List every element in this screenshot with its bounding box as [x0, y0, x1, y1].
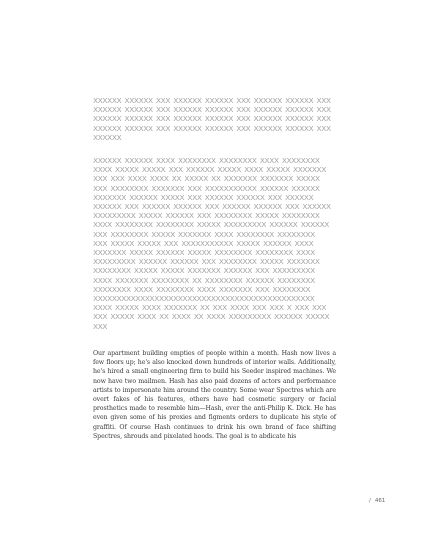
page-number: 461 — [374, 498, 386, 504]
page-folio — [369, 498, 385, 504]
placeholder-paragraph: XXXXXX XXXXXX XXX XXXXXX XXXXXX XXX XXXXXX XXXXXX XXX XXXXXX XXXXXX XXX XXXXXX XXXXXX XXX XXXXXX XXXXXX XXX XXXXXX XXXXXX XXX XXXXXX XXXXXX XXX XXXXXX XXXXXX XXX XXXXXX XXXXXX XXX XXXXXX XXXXXX XXX XXXXXX XXXXXX XXX XXXXXX — [93, 96, 331, 142]
placeholder-paragraph: XXXXXX XXXXXX XXXX XXXXXXXX XXXXXXXX XXXX XXXXXXXX XXXX XXXXX XXXXX XXX XXXXXX XXXXX XXXX XXXXX XXXXXXX XXX XXX XXXX XXXX XX XXXXX XX XXXXXXX XXXXXXX XXXXX XXX XXXXXXXX XXXXXXX XXX XXXXXXXXXXX XXXXXX XXXXXX XXXXXXX XXXXXX XXXXX XXX XXXXXX XXXXXX XXX XXXXXX XXXXXX XXX XXXXXX XXXXXX XXX XXXXXX XXXXXX XXX XXXXXX XXXXXXXXX XXXXX XXXXXX XXX XXXXXXXX XXXXX XXXXXXXX XXXX XXXXXXXX XXXXXXXX XXXXX XXXXXXXXX XXXXXX XXXXXX XXX XXXXXXXX XXXXX XXXXXXX XXXX XXXXXXXX XXXXXXXX XXX XXXXX XXXXX XXX XXXXXXXXXXX XXXXX XXXXXX XXXX XXXXXXX XXXXX XXXXXX XXXXX XXXXXXXX XXXXXXXX XXXX XXXXXXXXX XXXXXX XXXXXX XXX XXXXXXXX XXXXX XXXXXXX XXXXXXXX XXXXX XXXXX XXXXXXX XXXXXX XXX XXXXXXXXX XXXX XXXXXXX XXXXXXXX XX XXXXXXXX XXXXXX XXXXXXXX XXXXXXXX XXXX XXXXXXXX XXXX XXXXXXX XXX XXXXXXXX XXXXXXXXXXXXXXXXXXXXXXXXXXXXXXXXXXXXXXXXXXXXXXX XXXX XXXXX XXXX XXXXXXX XX XXX XXXX XXX XXX X XXX XXX XXX XXXXX XXXX XX XXXX XX XXXX XXXXXXXXX XXXXXX XXXXX XXX — [93, 156, 331, 331]
body-paragraph: Our apartment building empties of people within a month. Hash now lives a few floors up; he's also knocked down hundreds of interior walls. Additionally, he's hired a small engineering firm to build his Seeder inspired machines. We now have two mailmen. Hash has also paid dozens of actors and performance artists to impersonate him around the country. Some wear Spectres which are overt fakes of his features, others have had cosmetic surgery or facial prosthetics made to resemble him—Hash, ever the anti-Philip K. Dick. He has even given some of his proxies and figments orders to duplicate his style of graffiti. Of course Hash continues to drink his own brand of face shifting Spectres, shrouds and pixelated hoods. The goal is to abdicate his — [93, 350, 336, 440]
folio-separator: / — [369, 498, 371, 504]
